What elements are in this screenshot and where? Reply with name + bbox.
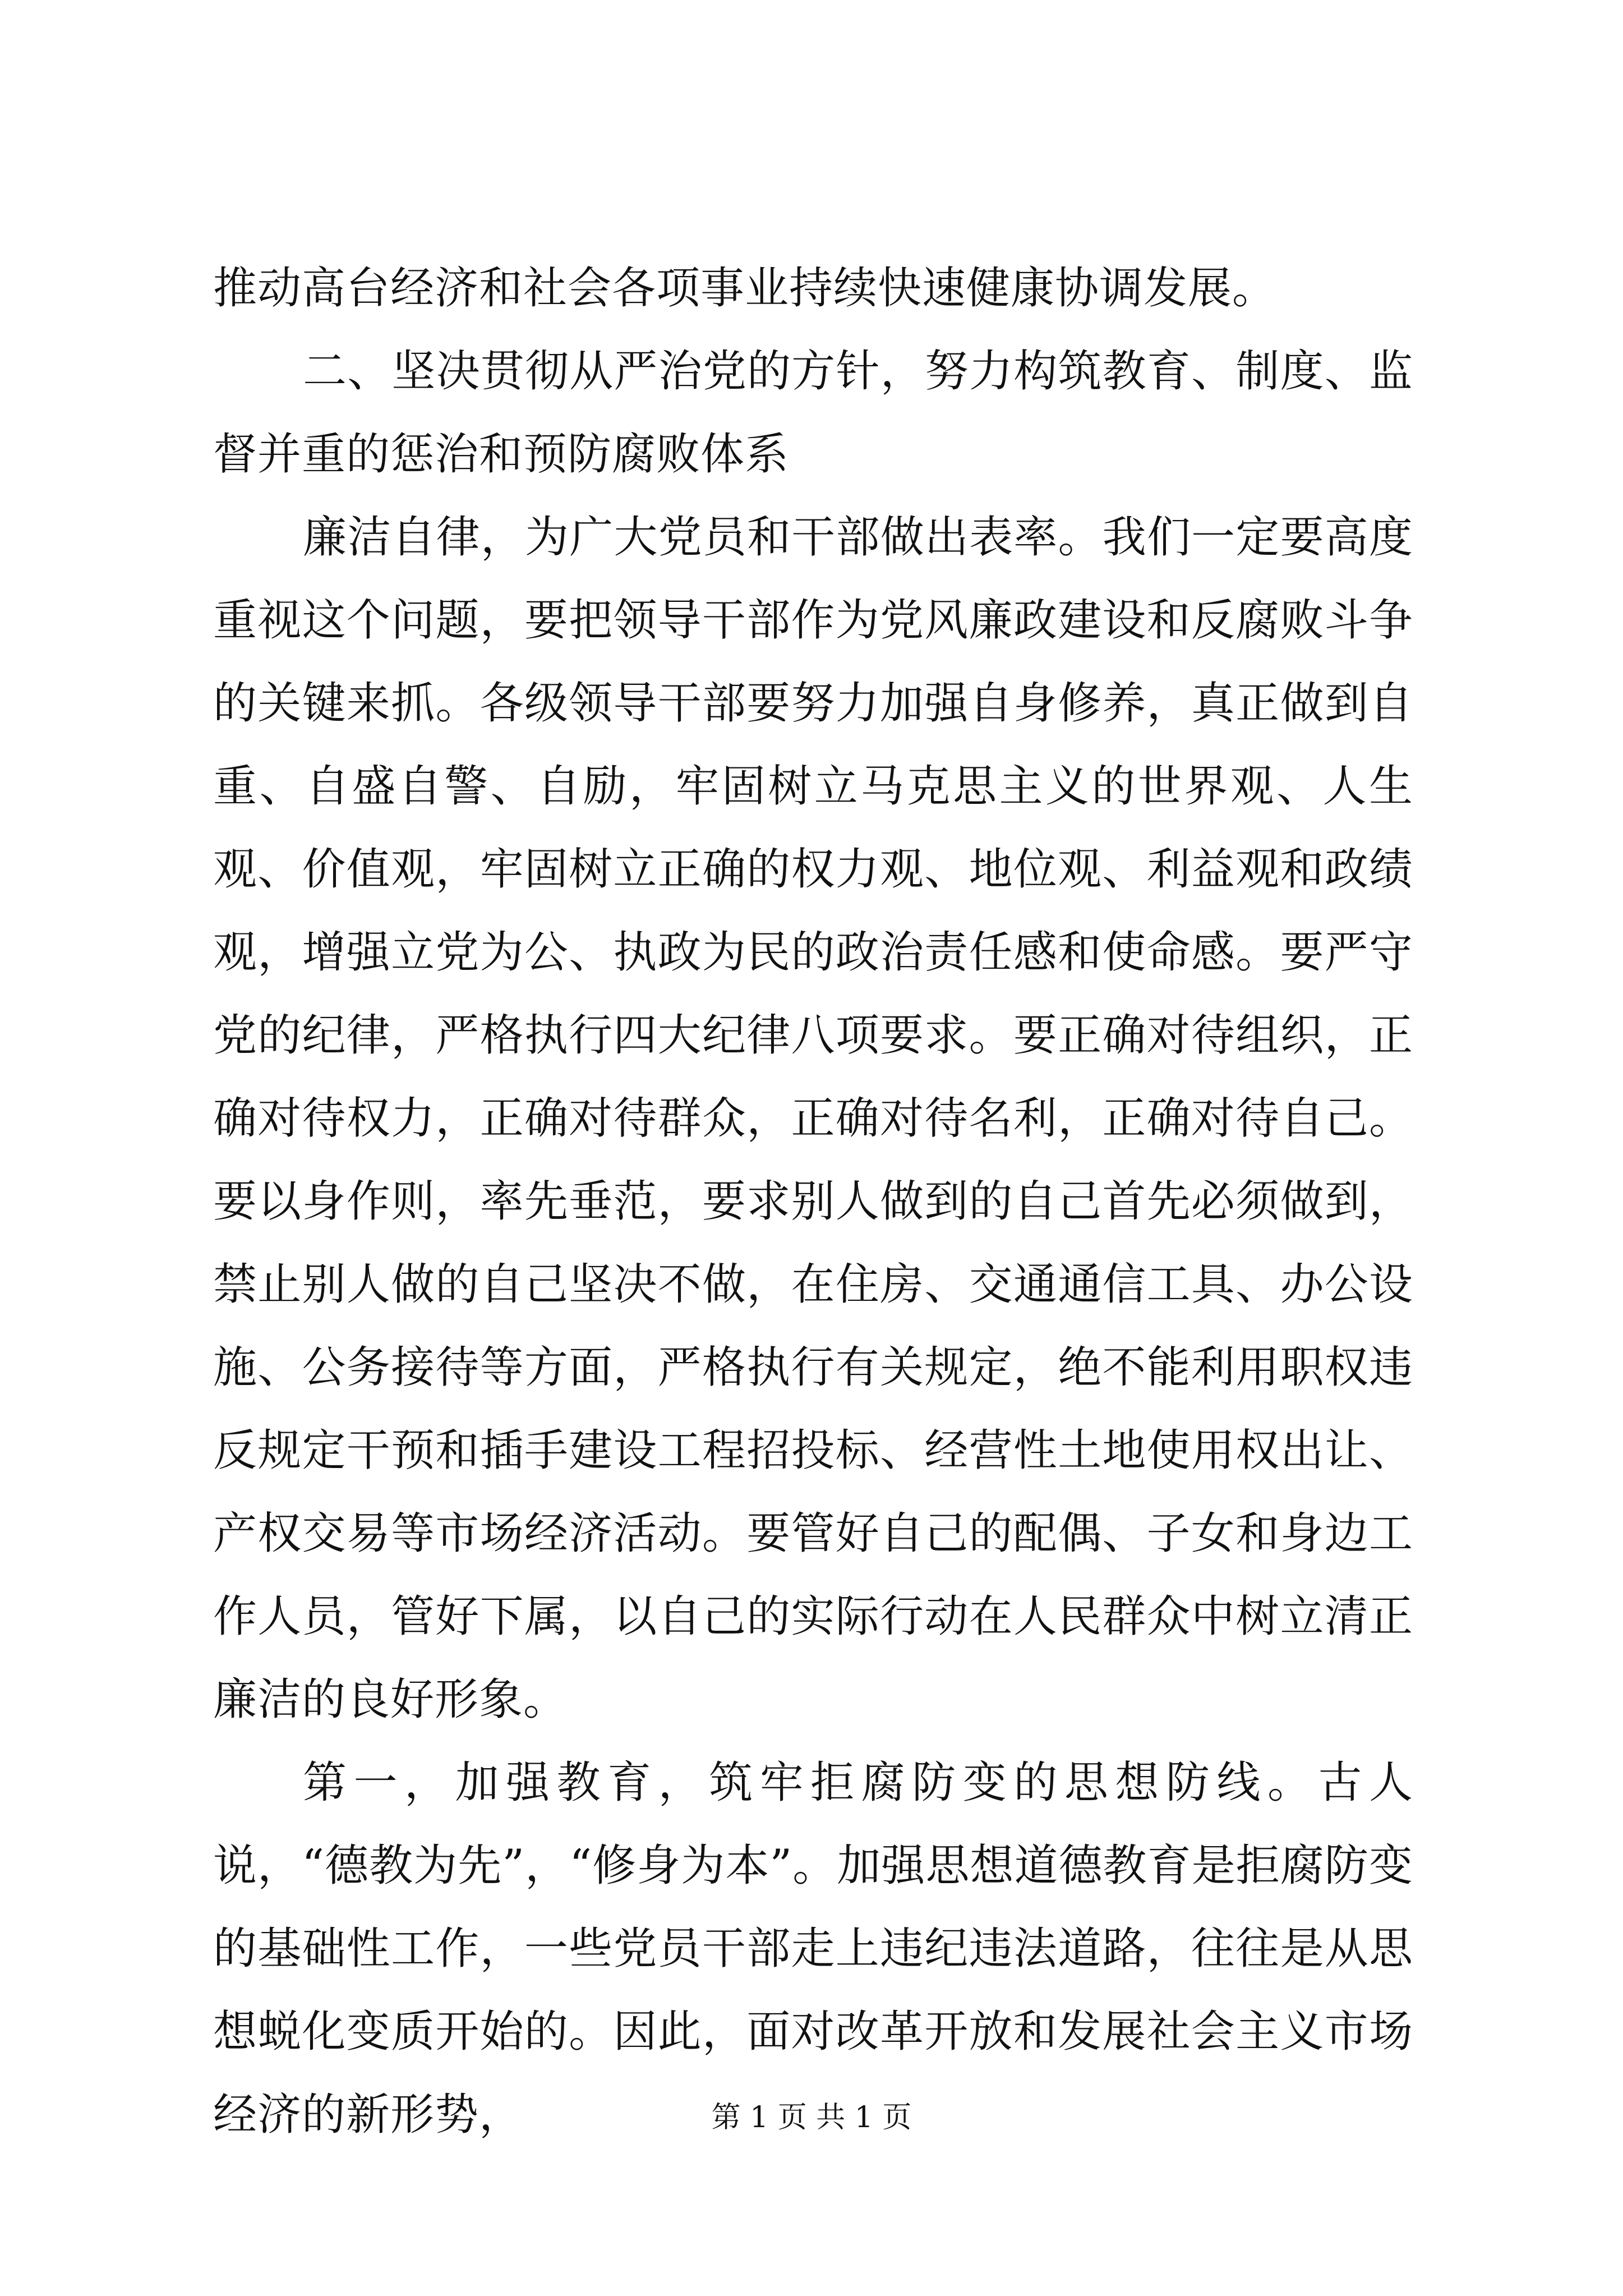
document-body — [213, 247, 1413, 2156]
page-footer: 第 1 页 共 1 页 — [711, 2101, 912, 2134]
paragraph-education: 第一，加强教育，筑牢拒腐防变的思想防线。古人说，“德教为先”，“修身为本”。加强思想道德教育是拒腐防变的基础性工作，一些党员干部走上违纪违法道路，往往是从思想蜕化变质开始的。因此，面对改革开放和发展社会主义市场经济的新形势， — [213, 1757, 1413, 2140]
section-heading: 二、坚决贯彻从严治党的方针，努力构筑教育、制度、监督并重的惩治和预防腐败体系 — [213, 346, 1413, 480]
paragraph-integrity: 廉洁自律，为广大党员和干部做出表率。我们一定要高度重视这个问题，要把领导干部作为党风廉政建设和反腐败斗争的关键来抓。各级领导干部要努力加强自身修养，真正做到自重、自盛自警、自励，牢固树立马克思主义的世界观、人生观、价值观，牢固树立正确的权力观、地位观、利益观和政绩观，增强立党为公、执政为民的政治责任感和使命感。要严守党的纪律，严格执行四大纪律八项要求。要正确对待组织，正确对待权力，正确对待群众，正确对待名利，正确对待自己。要以身作则，率先垂范，要求别人做到的自己首先必须做到，禁止别人做的自己坚决不做，在住房、交通通信工具、办公设施、公务接待等方面，严格执行有关规定，绝不能利用职权违反规定干预和插手建设工程招投标、经营性土地使用权出让、产权交易等市场经济活动。要管好自己的配偶、子女和身边工作人员，管好下属，以自己的实际行动在人民群众中树立清正廉洁的良好形象。 — [213, 512, 1413, 1725]
paragraph-continuation: 推动高台经济和社会各项事业持续快速健康协调发展。 — [213, 263, 1277, 314]
